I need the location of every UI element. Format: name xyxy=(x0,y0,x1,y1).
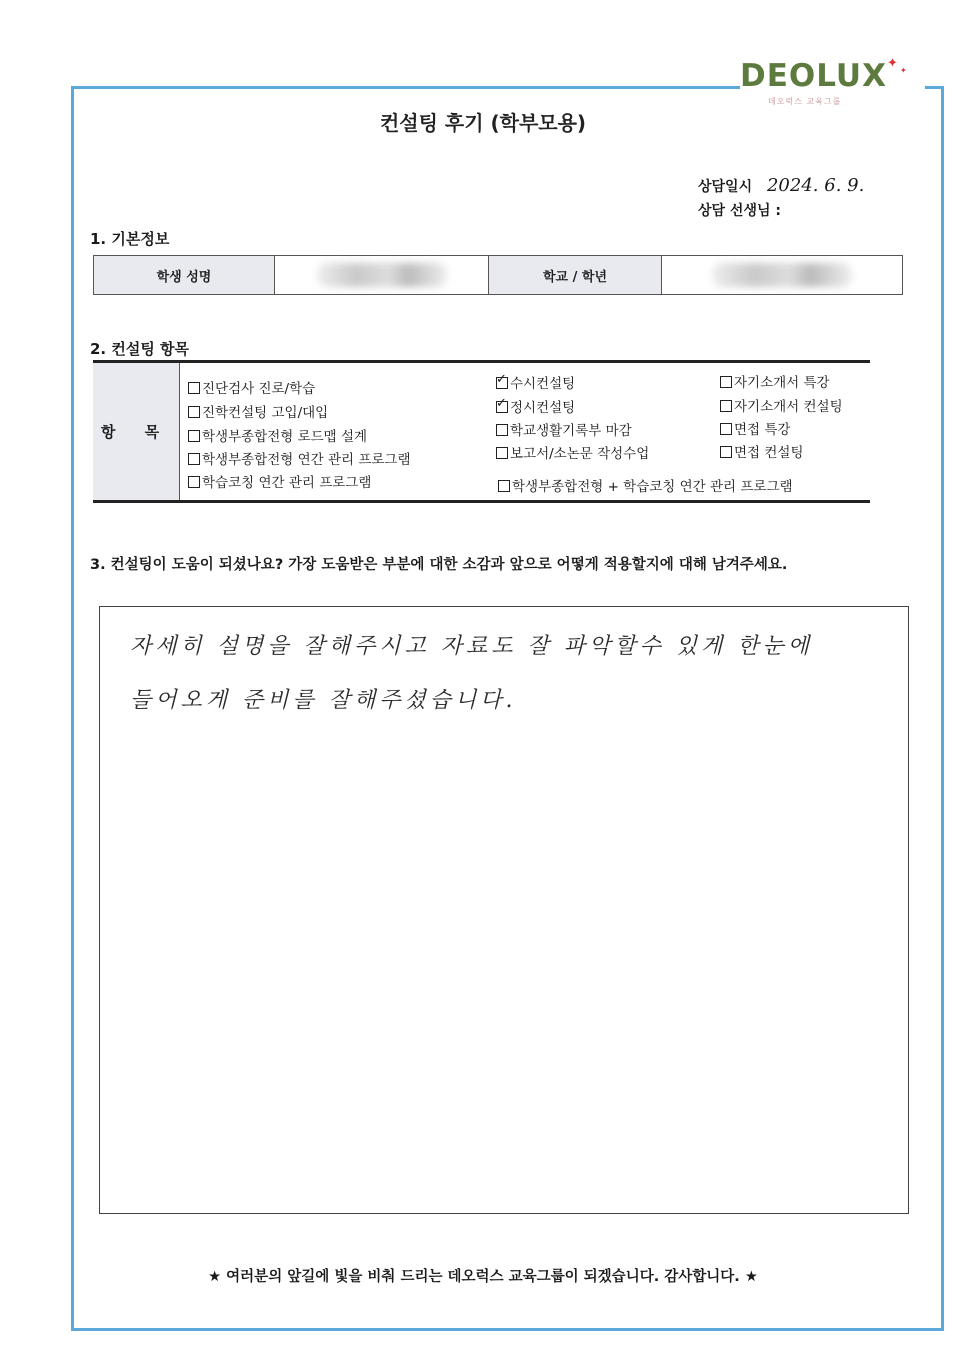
logo-subtext: 데오럭스 교육그룹 xyxy=(768,97,842,106)
option-item[interactable]: 학생부종합전형 로드맵 설계 xyxy=(188,425,367,445)
answer-area[interactable] xyxy=(99,606,909,1214)
option-item[interactable]: 학교생활기록부 마감 xyxy=(496,419,632,439)
school-grade-value xyxy=(662,256,902,294)
option-item[interactable]: ✓수시컨설팅 xyxy=(496,372,575,392)
option-item[interactable]: 학생부종합전형 연간 관리 프로그램 xyxy=(188,448,411,468)
school-grade-label: 학교 / 학년 xyxy=(489,256,662,294)
answer-text-line: 자세히 설명을 잘해주시고 자료도 잘 파악할수 있게 한눈에 xyxy=(130,634,814,659)
star-icon-small: ✦ xyxy=(900,66,907,75)
logo-text: DEOLUX xyxy=(740,58,887,94)
checkbox[interactable] xyxy=(188,476,200,488)
section2-heading: 2. 컨설팅 항목 xyxy=(90,340,190,358)
checkbox[interactable] xyxy=(720,400,732,412)
checkbox[interactable] xyxy=(720,446,732,458)
checkbox[interactable] xyxy=(496,424,508,436)
option-item[interactable]: 자기소개서 컨설팅 xyxy=(720,395,843,415)
option-item[interactable]: 면접 특강 xyxy=(720,418,790,438)
option-item[interactable]: ✓정시컨설팅 xyxy=(496,396,575,416)
checkbox[interactable] xyxy=(498,480,510,492)
consult-date xyxy=(698,175,864,196)
brand-logo xyxy=(740,58,925,108)
items-row-header: 항 목 xyxy=(93,363,180,500)
option-item[interactable]: 학습코칭 연간 관리 프로그램 xyxy=(188,471,371,491)
checkbox[interactable] xyxy=(188,406,200,418)
option-item[interactable]: 진학컨설팅 고입/대입 xyxy=(188,401,328,421)
checkbox[interactable] xyxy=(188,453,200,465)
footer-message: ★ 여러분의 앞길에 빛을 비춰 드리는 데오럭스 교육그룹이 되겠습니다. 감사합니다. ★ xyxy=(208,1269,758,1285)
option-item[interactable]: 보고서/소논문 작성수업 xyxy=(496,442,649,462)
student-name-value xyxy=(275,256,489,294)
checkbox-checked[interactable] xyxy=(496,377,508,389)
star-icon: ✦ xyxy=(887,56,898,71)
checkbox-checked[interactable] xyxy=(496,401,508,413)
student-name-label: 학생 성명 xyxy=(94,256,275,294)
option-item[interactable]: 자기소개서 특강 xyxy=(720,371,830,391)
consult-teacher-label: 상담 선생님 : xyxy=(698,203,781,219)
section1-heading: 1. 기본정보 xyxy=(90,230,170,248)
basic-info-table xyxy=(93,255,903,295)
redacted-blur xyxy=(712,263,852,287)
page-title: 컨설팅 후기 (학부모용) xyxy=(379,111,587,135)
checkbox[interactable] xyxy=(720,376,732,388)
checkbox[interactable] xyxy=(720,423,732,435)
option-item[interactable]: 진단검사 진로/학습 xyxy=(188,377,315,397)
option-item[interactable]: 학생부종합전형 + 학습코칭 연간 관리 프로그램 xyxy=(498,475,793,495)
redacted-blur xyxy=(317,263,447,287)
option-item[interactable]: 면접 컨설팅 xyxy=(720,441,804,461)
checkbox[interactable] xyxy=(496,447,508,459)
checkbox[interactable] xyxy=(188,382,200,394)
consulting-items-table xyxy=(93,360,870,503)
answer-text-line: 들어오게 준비를 잘해주셨습니다. xyxy=(130,688,517,713)
checkbox[interactable] xyxy=(188,430,200,442)
section3-question: 3. 컨설팅이 도움이 되셨나요? 가장 도움받은 부분에 대한 소감과 앞으로 어떻게 적용할지에 대해 남겨주세요. xyxy=(90,557,788,573)
consult-date-value: 2024. 6. 9. xyxy=(766,175,865,196)
consult-date-label: 상담일시 xyxy=(698,179,753,195)
